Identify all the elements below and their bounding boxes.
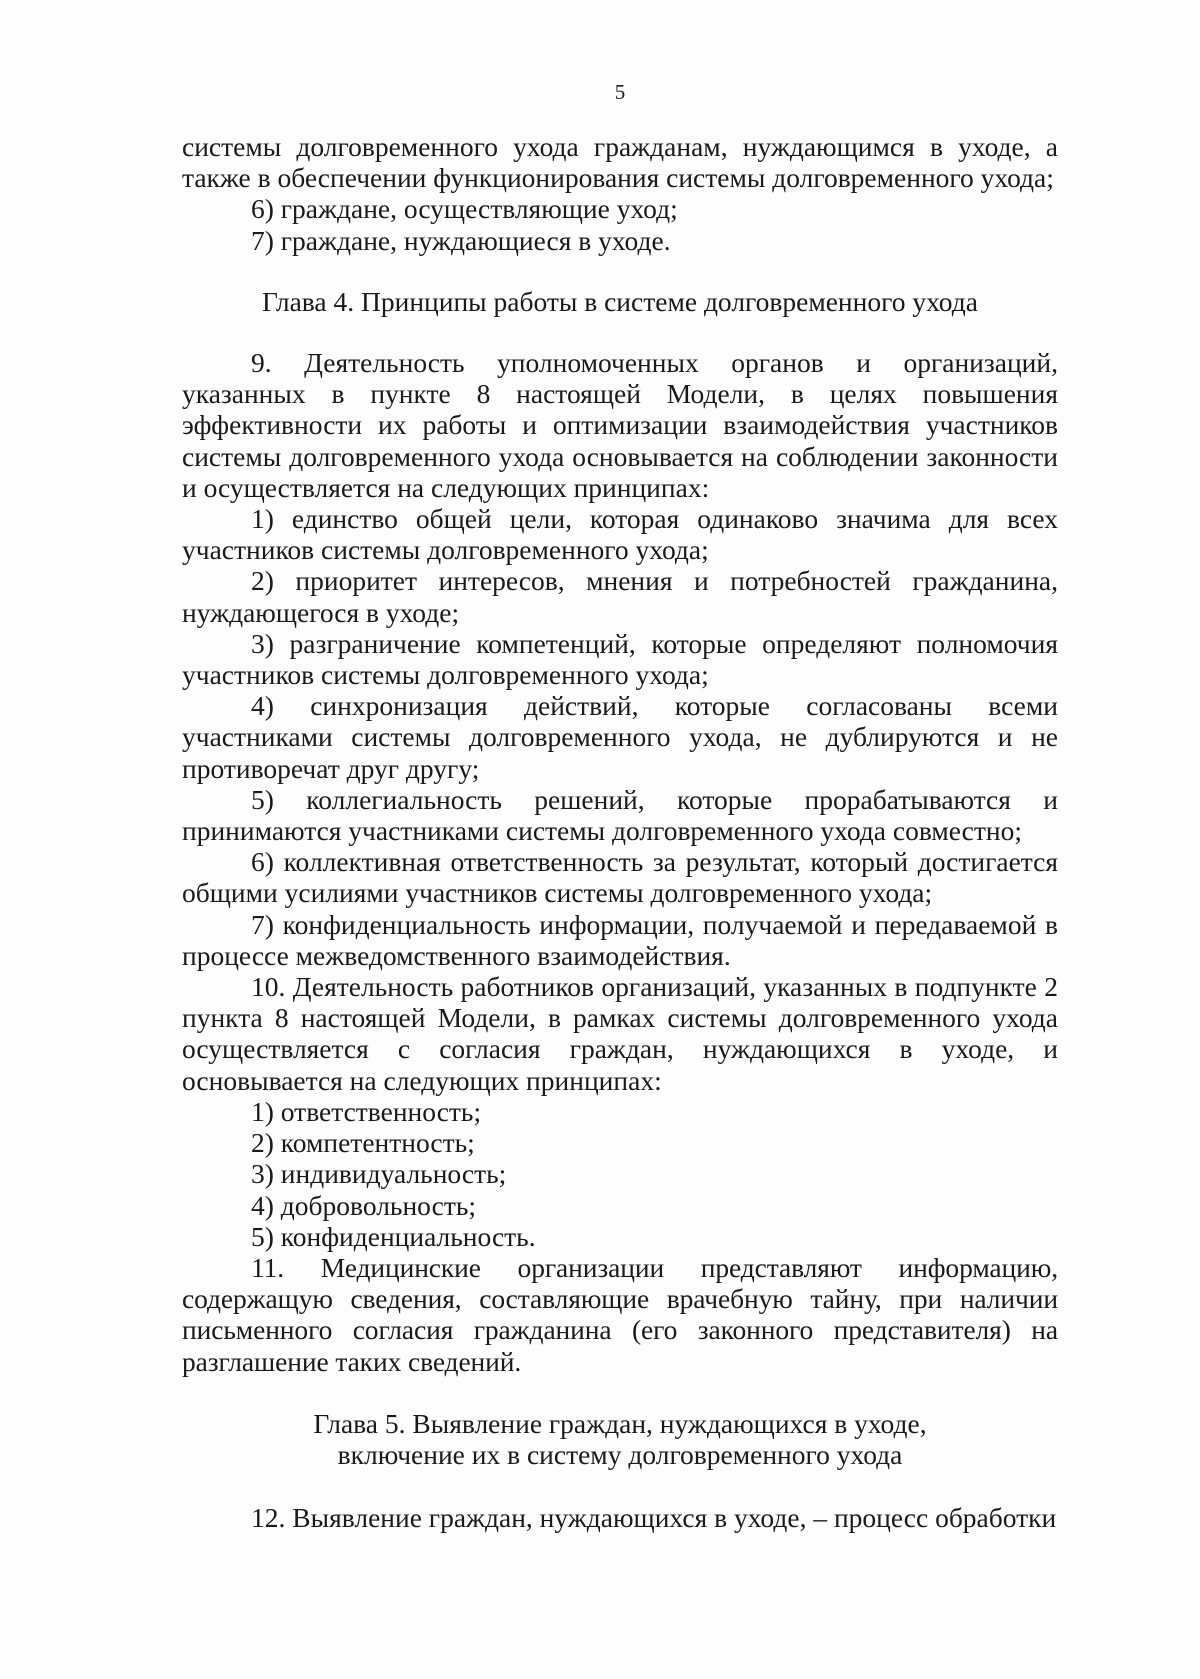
list-item: 4) синхронизация действий, которые согласованы всеми участниками системы долговременного ухода, не дублируются и не противоречат друг другу; <box>182 690 1058 784</box>
list-item: 3) индивидуальность; <box>251 1158 507 1190</box>
paragraph-10: 10. Деятельность работников организаций, указанных в подпункте 2 пункта 8 настоящей Модели, в рамках системы долговременного ухода осуществляется с согласия граждан, нуждающихся в уходе, и основывается на следующих принципах: <box>182 971 1058 1096</box>
paragraph-12: 12. Выявление граждан, нуждающихся в уходе, – процесс обработки <box>251 1502 1057 1534</box>
list-item: 1) единство общей цели, которая одинаково значима для всех участников системы долговременного ухода; <box>182 503 1058 566</box>
list-item: 5) коллегиальность решений, которые прорабатываются и принимаются участниками системы долговременного ухода совместно; <box>182 783 1058 847</box>
page-number: 5 <box>614 80 626 104</box>
chapter-5-heading <box>182 1408 1058 1470</box>
list-item: 7) конфиденциальность информации, получаемой и передаваемой в процессе межведомственного взаимодействия. <box>182 908 1058 971</box>
chapter-5-heading-line-2: включение их в систему долговременного ухода <box>337 1438 903 1470</box>
list-item: 2) компетентность; <box>251 1127 475 1159</box>
list-item: 1) ответственность; <box>251 1095 482 1127</box>
list-item: 7) граждане, нуждающиеся в уходе. <box>251 224 671 256</box>
list-item: 3) разграничение компетенций, которые определяют полномочия участников системы долговременного ухода; <box>182 627 1058 691</box>
paragraph-9: 9. Деятельность уполномоченных органов и организаций, указанных в пункте 8 настоящей Модели, в целях повышения эффективности их работы и оптимизации взаимодействия участников системы долговременного ухода основывается на соблюдении законности и осуществляется на следующих принципах: <box>182 347 1058 503</box>
chapter-5-heading-line-1: Глава 5. Выявление граждан, нуждающихся в уходе, <box>313 1407 927 1439</box>
chapter-4-heading: Глава 4. Принципы работы в системе долговременного ухода <box>262 285 978 317</box>
document-body <box>182 131 1058 1533</box>
paragraph-continued: системы долговременного ухода гражданам, нуждающимся в уходе, а также в обеспечении функционирования системы долговременного ухода; <box>182 131 1058 194</box>
list-item: 2) приоритет интересов, мнения и потребностей гражданина, нуждающегося в уходе; <box>182 565 1058 628</box>
list-item: 6) граждане, осуществляющие уход; <box>251 193 678 225</box>
list-item: 4) добровольность; <box>251 1189 477 1221</box>
chapter-4-section <box>182 347 1058 1377</box>
list-item: 5) конфиденциальность. <box>251 1220 536 1252</box>
list-item: 6) коллективная ответственность за результат, который достигается общими усилиями участников системы долговременного ухода; <box>182 846 1058 909</box>
paragraph-11: 11. Медицинские организации представляют информацию, содержащую сведения, составляющие врачебную тайну, при наличии письменного согласия гражданина (его законного представителя) на разглашение таких сведений. <box>182 1251 1058 1377</box>
chapter-5-section <box>182 1502 1058 1533</box>
